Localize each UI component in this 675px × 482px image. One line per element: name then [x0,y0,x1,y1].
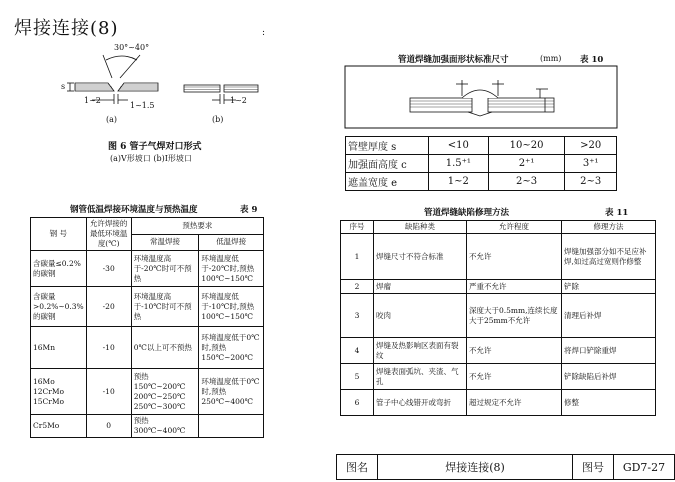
fig6-caption: 图 6 管子气焊对口形式 [108,142,202,152]
table11-cell-degree: 深度大于0.5mm,连续长度大于25mm不允许 [467,294,562,338]
table-row [31,287,264,327]
fig6-angle-label: 30°~40° [114,43,150,52]
table10-cell-label: 加强面高度 c [346,155,429,173]
table9-header-preheat: 预热要求 [131,218,263,235]
table9-header-normal: 常温焊接 [131,234,199,251]
table9-header-min-temp: 允许焊接的最低环境温度(℃) [86,218,131,251]
table9-cell-temp: -10 [86,327,131,369]
table-row [346,173,617,191]
table10-cell-v2: 2⁺¹ [488,155,565,173]
table11-cell-degree: 严重不允许 [467,280,562,294]
table9-cell-steel: 含碳量≤0.2%的碳钢 [31,251,87,287]
table10-cell-v1: <10 [429,137,489,155]
table11-header-no: 序号 [341,221,374,234]
table10-cell-v2: 2~3 [488,173,565,191]
table11-cell-degree: 不允许 [467,364,562,390]
table10-cell-v1: 1~2 [429,173,489,191]
table11-number: 表 11 [605,208,629,218]
table-row [31,327,264,369]
table-row [31,415,264,438]
table-row [341,294,656,338]
fig6-label-a: (a) [106,115,118,124]
table9-cell-steel: Cr5Mo [31,415,87,438]
table-row [341,338,656,364]
page-title: 焊接连接(8) [14,18,119,39]
table-row [341,364,656,390]
table-row [31,369,264,415]
table9-cell-low: 环境温度低于-10℃时,预热100℃~150℃ [199,287,264,327]
table11-header-type: 缺陷种类 [374,221,467,234]
table11-cell-no: 5 [341,364,374,390]
table10-title: 管道焊缝加强面形状标准尺寸 [398,55,509,65]
table9-cell-normal: 0℃以上可不预热 [131,327,199,369]
title-block-no: GD7-27 [614,455,675,480]
fig6-dim-a2: 1~1.5 [130,101,155,110]
table9-cell-normal: 环境温度高于-10℃时可不预热 [131,287,199,327]
fig6-dim-b: 1~2 [230,96,247,105]
table11-cell-type: 焊缝及热影响区表面有裂纹 [374,338,467,364]
table-row [341,280,656,294]
fig6-label-b: (b) [212,115,224,124]
table9-header-steel: 钢 号 [31,218,87,251]
table9-cell-normal: 预热 150℃~200℃ 200℃~250℃ 250℃~300℃ [131,369,199,415]
title-block-name-label: 图名 [337,455,378,480]
table11-cell-no: 4 [341,338,374,364]
fig6-dim-a1: 1~2 [84,96,101,105]
table10-cell-label: 遮盖宽度 e [346,173,429,191]
table10-cell-v2: 10~20 [488,137,565,155]
title-block-no-label: 图号 [573,455,614,480]
table10-cell-label: 管壁厚度 s [346,137,429,155]
table-row [31,251,264,287]
table10-cell-v3: 2~3 [565,173,617,191]
table11-cell-method: 修整 [562,390,656,416]
table9-number: 表 9 [240,205,258,215]
table9-cell-steel: 含碳量>0.2%~0.3%的碳钢 [31,287,87,327]
table11-cell-degree: 不允许 [467,234,562,280]
table11-cell-type: 焊缝尺寸不符合标准 [374,234,467,280]
table10-number: 表 10 [580,55,604,65]
table11-cell-method: 铲除 [562,280,656,294]
table11-cell-method: 清理后补焊 [562,294,656,338]
table11-cell-type: 咬肉 [374,294,467,338]
table10-cell-v3: >20 [565,137,617,155]
table9-cell-steel: 16Mo 12CrMo 15CrMo [31,369,87,415]
table-row [341,390,656,416]
table11-cell-method: 焊缝加强部分如不足应补焊,如过高过宽则作修整 [562,234,656,280]
table9 [30,217,264,438]
title-block [336,454,675,480]
title-block-name: 焊接连接(8) [378,455,573,480]
fig6-dim-s: s [61,82,66,91]
table11-cell-method: 铲除缺陷后补焊 [562,364,656,390]
table11-title: 管道焊缝缺陷修理方法 [424,208,510,218]
table10-cell-v3: 3⁺¹ [565,155,617,173]
table-row [341,234,656,280]
table9-cell-temp: -20 [86,287,131,327]
table9-cell-low [199,415,264,438]
table10-cell-v1: 1.5⁺¹ [429,155,489,173]
table9-cell-low: 环境温度低于0℃时,预热150℃~200℃ [199,327,264,369]
table9-cell-low: 环境温度低于0℃时,预热250℃~400℃ [199,369,264,415]
table-row [346,155,617,173]
table11-cell-degree: 超过规定不允许 [467,390,562,416]
table11-cell-no: 3 [341,294,374,338]
table11-header-degree: 允许程度 [467,221,562,234]
table10 [345,136,617,191]
table11-cell-type: 焊缝表面弧坑、夹渣、气孔 [374,364,467,390]
table9-cell-normal: 环境温度高于-20℃时可不预热 [131,251,199,287]
table11-cell-no: 6 [341,390,374,416]
table9-cell-low: 环境温度低于-20℃时,预热100℃~150℃ [199,251,264,287]
table9-cell-temp: -10 [86,369,131,415]
table9-cell-temp: 0 [86,415,131,438]
table9-cell-steel: 16Mn [31,327,87,369]
table9-cell-temp: -30 [86,251,131,287]
fig6-subcaption: (a)V形坡口 (b)I形坡口 [110,154,192,163]
table11-cell-degree: 不允许 [467,338,562,364]
table11-cell-method: 将焊口铲除重焊 [562,338,656,364]
table9-header-low: 低温焊接 [199,234,264,251]
table11-header-method: 修理方法 [562,221,656,234]
table10-unit: (mm) [540,54,562,63]
table11-cell-no: 1 [341,234,374,280]
table11-cell-no: 2 [341,280,374,294]
mark-dot: : [262,28,266,38]
table11-cell-type: 管子中心线错开或弯折 [374,390,467,416]
table9-title: 钢管低温焊接环境温度与预热温度 [70,205,198,215]
table11 [340,220,656,416]
table11-cell-type: 焊瘤 [374,280,467,294]
table-row [346,137,617,155]
table9-cell-normal: 预热 300℃~400℃ [131,415,199,438]
